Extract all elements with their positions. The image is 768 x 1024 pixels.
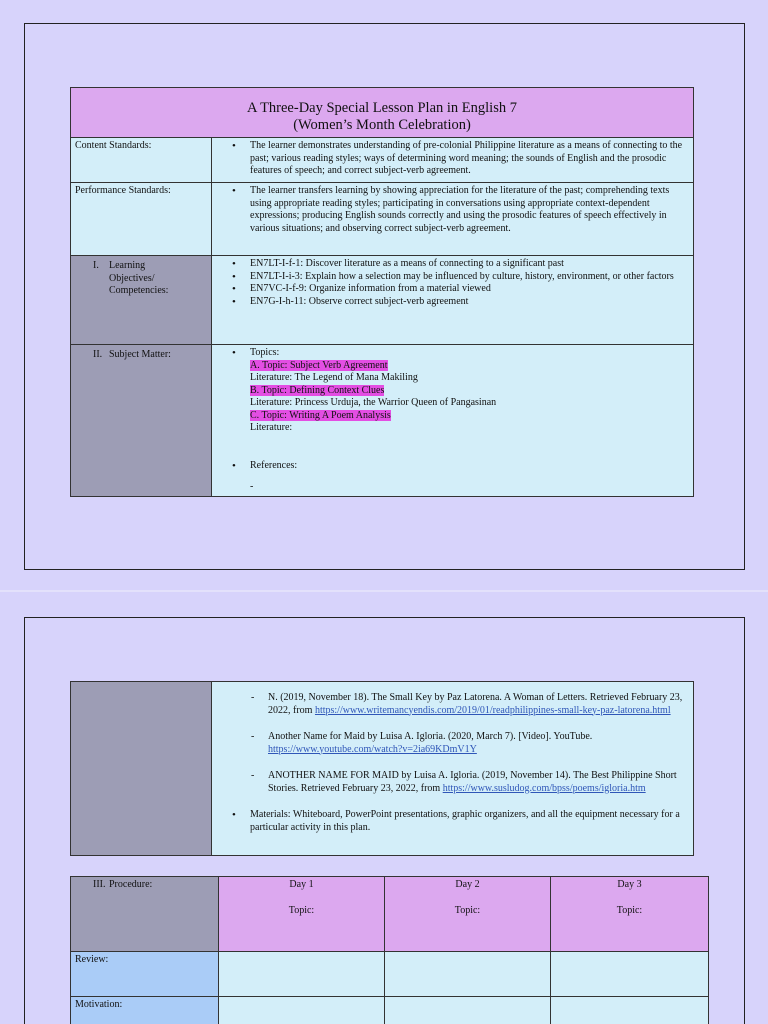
day-1-label: Day 1	[289, 879, 314, 890]
objectives-label-cell	[71, 256, 212, 345]
subject-matter-cell	[212, 345, 694, 497]
references-cell	[212, 682, 694, 856]
objective-item: • EN7LT-I-f-1: Discover literature as a means of connecting to a significant past	[250, 258, 685, 271]
references-gray-cell	[71, 682, 212, 856]
literature-a: Literature: The Legend of Mana Makiling	[250, 372, 418, 383]
review-label: Review:	[71, 952, 219, 997]
document-page-1	[24, 23, 745, 570]
day-3-topic: Topic:	[616, 904, 643, 916]
day-2-topic: Topic:	[454, 904, 481, 916]
subject-matter-label: Subject Matter:	[109, 349, 171, 360]
review-day-1-cell	[219, 952, 385, 997]
reference-3-text: ANOTHER NAME FOR MAID by Luisa A. Igloria. (2019, November 14). The Best Philippine Short Stories. Retrieved February 23, 2022, from	[268, 770, 677, 794]
motivation-day-1-cell	[219, 997, 385, 1024]
subject-matter-numeral: II.	[93, 349, 103, 360]
objective-item: • EN7G-I-h-11: Observe correct subject-verb agreement	[250, 296, 685, 309]
page-separator	[0, 590, 768, 592]
objectives-numeral: I.	[93, 260, 99, 271]
reference-3-link[interactable]: https://www.susludog.com/bpss/poems/igloria.htm	[442, 782, 646, 794]
day-1-header	[219, 877, 385, 952]
review-day-2-cell	[385, 952, 551, 997]
references-table	[70, 681, 694, 856]
reference-2-link[interactable]: https://www.youtube.com/watch?v=2ia69KDmV1Y	[268, 743, 477, 755]
performance-standards-label: Performance Standards:	[71, 183, 212, 256]
reference-item	[268, 770, 685, 795]
references-item	[250, 460, 685, 473]
content-standards-cell	[212, 138, 694, 183]
materials-item: • Materials: Whiteboard, PowerPoint presentations, graphic organizers, and all the equipment necessary for a particular activity in this plan.	[250, 809, 685, 834]
content-standards-text: • The learner demonstrates understanding of pre-colonial Philippine literature as a means of connecting to the past; various reading styles; ways of determining word meaning; the sounds of English and the prosodic features of speech; and correct subject-verb agreement.	[250, 140, 685, 178]
reference-1-link[interactable]: https://www.writemancyendis.com/2019/01/readphilippines-small-key-paz-latorena.html	[314, 704, 671, 716]
motivation-day-2-cell	[385, 997, 551, 1024]
title-line-1: A Three-Day Special Lesson Plan in English 7	[247, 100, 517, 116]
day-3-label: Day 3	[617, 879, 642, 890]
motivation-label: Motivation:	[71, 997, 219, 1024]
day-3-header	[551, 877, 709, 952]
motivation-day-3-cell	[551, 997, 709, 1024]
reference-1-text: N. (2019, November 18). The Small Key by Paz Latorena. A Woman of Letters. Retrieved February 23, 2022, from	[268, 692, 683, 716]
lesson-plan-table	[70, 87, 694, 497]
lesson-title	[71, 88, 694, 138]
content-standards-label: Content Standards:	[71, 138, 212, 183]
day-2-label: Day 2	[455, 879, 480, 890]
objectives-label: Learning Objectives/ Competencies:	[109, 260, 169, 296]
procedure-numeral: III.	[93, 879, 106, 890]
document-page-2	[24, 617, 745, 1024]
title-line-2: (Women’s Month Celebration)	[293, 117, 471, 133]
references-label: • References:	[250, 459, 298, 471]
topic-c: C. Topic: Writing A Poem Analysis	[250, 409, 391, 421]
literature-b: Literature: Princess Urduja, the Warrior Queen of Pangasinan	[250, 397, 497, 408]
topic-a: A. Topic: Subject Verb Agreement	[250, 359, 388, 371]
topics-label: • Topics:	[250, 347, 280, 358]
procedure-label-cell	[71, 877, 219, 952]
day-1-topic: Topic:	[288, 904, 315, 916]
reference-item	[268, 692, 685, 717]
review-day-3-cell	[551, 952, 709, 997]
procedure-label: Procedure:	[109, 879, 153, 890]
day-2-header	[385, 877, 551, 952]
performance-standards-cell	[212, 183, 694, 256]
subject-matter-label-cell	[71, 345, 212, 497]
reference-2-text: Another Name for Maid by Luisa A. Igloria. (2020, March 7). [Video]. YouTube.	[268, 731, 593, 742]
references-dash: -	[250, 481, 254, 492]
objectives-cell	[212, 256, 694, 345]
procedure-table	[70, 876, 709, 1024]
topics-item	[250, 347, 685, 435]
performance-standards-text: • The learner transfers learning by showing appreciation for the literature of the past; comprehending texts using appropriate reading styles; participating in conversations using appropriate context-dependent expressions; producing English sounds correctly and using the prosodic features of speech effectively in various situations; and observing correct subject-verb agreement.	[250, 185, 685, 235]
reference-item	[268, 731, 685, 756]
objective-item: • EN7VC-I-f-9: Organize information from a material viewed	[250, 283, 685, 296]
objective-item: • EN7LT-I-i-3: Explain how a selection may be influenced by culture, history, environment, or other factors	[250, 271, 685, 284]
topic-b: B. Topic: Defining Context Clues	[250, 384, 385, 396]
literature-c: Literature:	[250, 422, 293, 433]
